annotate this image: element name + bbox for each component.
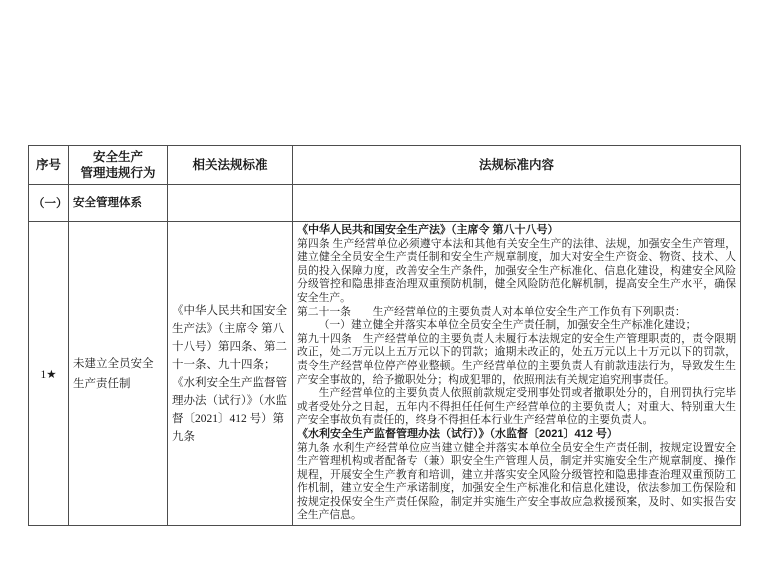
- section-content-empty: [293, 185, 741, 222]
- law-article-item: （一）建立健全并落实本单位全员安全生产责任制，加强安全生产标准化建设；: [318, 319, 697, 332]
- violation-regulation: [168, 222, 293, 526]
- table-header-row: [29, 146, 741, 185]
- regulation-reference: 《水利安全生产监督管理办法（试行）》（水监督〔2021〕412 号）第九条: [172, 376, 287, 443]
- col-header-number: [29, 146, 69, 185]
- section-regulation-empty: [168, 185, 293, 222]
- col-header-behavior-line1: 安全生产: [92, 149, 143, 164]
- regulation-reference: 《中华人民共和国安全生产法》（主席令 第八十八号）第四条、第二十一条、九十四条；: [172, 304, 287, 371]
- violation-behavior: 未建立全员安全生产责任制: [69, 222, 168, 526]
- violation-content: [293, 222, 741, 526]
- col-header-number-label: 序号: [35, 157, 61, 172]
- col-header-content: [293, 146, 741, 185]
- col-header-content-label: 法规标准内容: [478, 157, 554, 172]
- col-header-behavior-line2: 管理违规行为: [80, 166, 156, 180]
- law-title: 《中华人民共和国安全生产法》（主席令 第八十八号）: [297, 224, 559, 236]
- law-article: 第九条 水利生产经营单位应当建立健全并落实本单位全员安全生产责任制，按规定设置安全生产管理机构或者配备专（兼）职安全生产管理人员，制定并实施安全生产规章制度、操作规程，开展安全生产教育和培训，建立并落实安全风险分级管控和隐患排查治理双重预防工作机制，建立安全生产承诺制度，加强安全生产标准化和信息化建设，依法参加工伤保险和按规定投保安全生产责任保险，制定并实施生产安全事故应急救援预案，及时、如实报告安全生产信息。: [297, 441, 736, 522]
- law-title: 《水利安全生产监督管理办法（试行）》（水监督〔2021〕412 号）: [297, 427, 618, 440]
- law-article: 第四条 生产经营单位必须遵守本法和其他有关安全生产的法律、法规，加强安全生产管理，建立健全全员安全生产责任制和安全生产规章制度，加大对安全生产资金、物资、技术、人员的投入保障力度，改善安全生产条件，加强安全生产标准化、信息化建设，构建安全风险分级管控和隐患排查治理双重预防机制，健全风险防范化解机制，提高安全生产水平，确保安全生产。: [297, 237, 736, 304]
- law-article: 第九十四条 生产经营单位的主要负责人未履行本法规定的安全生产管理职责的，责令限期改正，处二万元以上五万元以下的罚款；逾期未改正的，处五万元以上十万元以下的罚款，责令生产经营单位停产停业整顿。生产经营单位的主要负责人有前款违法行为，导致发生生产安全事故的，给予撤职处分；构成犯罪的，依照刑法有关规定追究刑事责任。: [297, 332, 736, 386]
- regulation-table: [28, 145, 741, 526]
- violation-number: 1★: [29, 222, 69, 526]
- col-header-behavior: [69, 146, 168, 185]
- section-number: （一）: [29, 185, 69, 222]
- law-article: 第二十一条 生产经营单位的主要负责人对本单位安全生产工作负有下列职责：: [297, 305, 686, 318]
- col-header-regulation-label: 相关法规标准: [192, 157, 268, 172]
- section-title: 安全管理体系: [69, 185, 168, 222]
- col-header-regulation: [168, 146, 293, 185]
- section-row: [29, 185, 741, 222]
- law-article-paragraph: 生产经营单位的主要负责人依照前款规定受刑事处罚或者撤职处分的，自刑罚执行完毕或者受处分之日起，五年内不得担任任何生产经营单位的主要负责人；对重大、特别重大生产安全事故负有责任的，终身不得担任本行业生产经营单位的主要负责人。: [297, 387, 736, 427]
- violation-row: [29, 222, 741, 526]
